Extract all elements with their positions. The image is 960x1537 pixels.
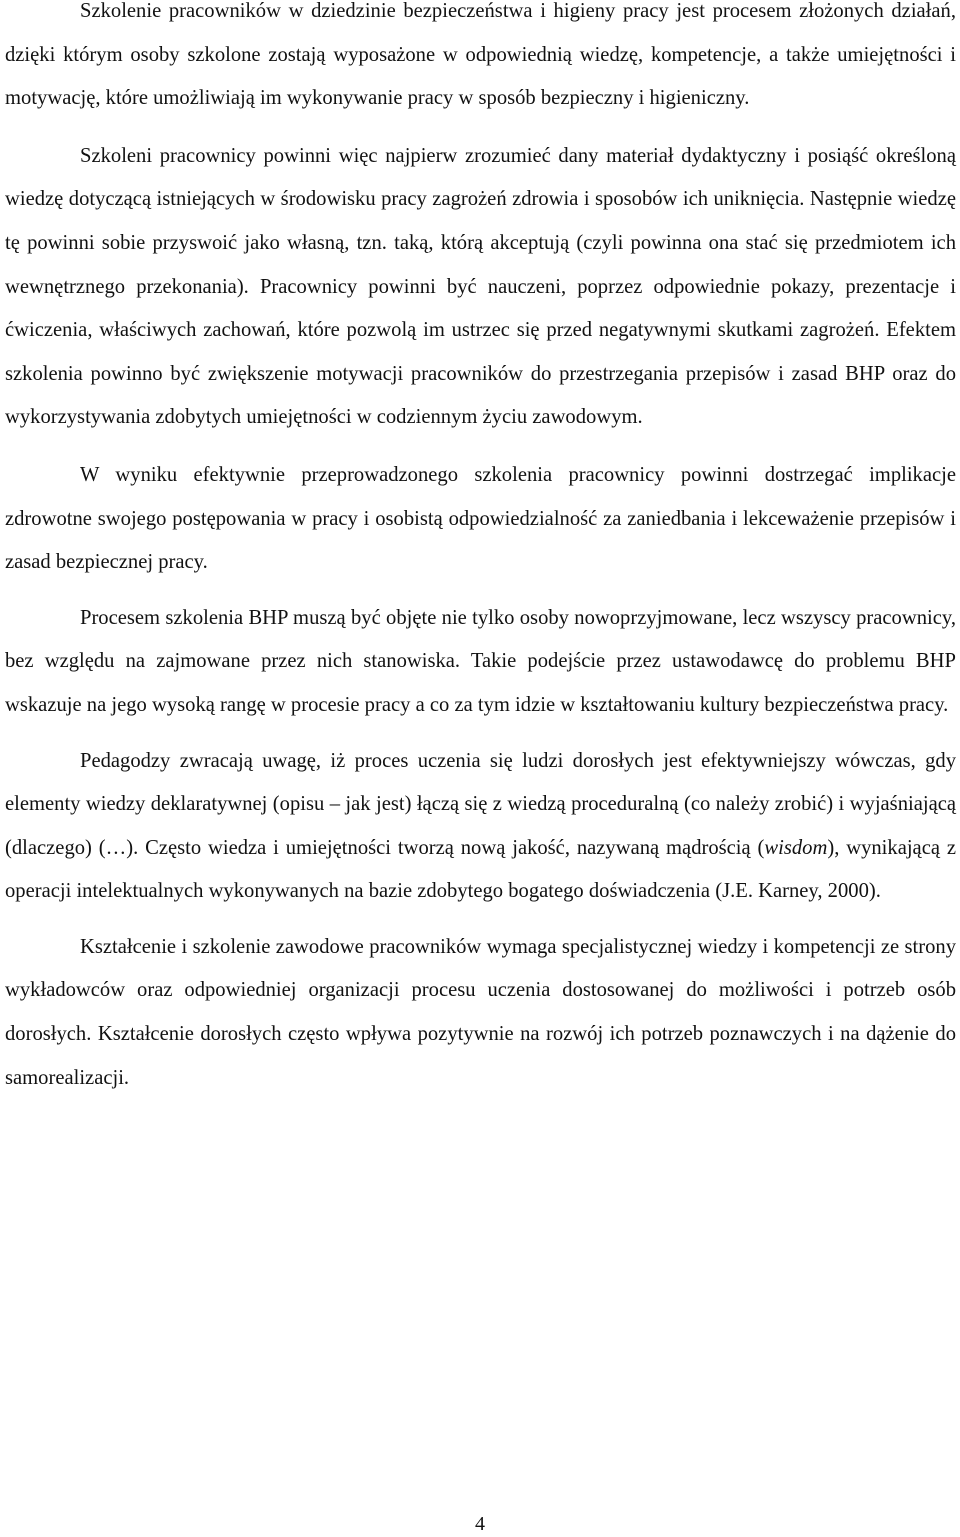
document-page bbox=[5, 0, 956, 1100]
paragraph-5-text-end: ), wynikającą z operacji intelektualnych wykonywanych na bazie zdobytego bogatego doświadczenia (J.E. Karney, 2000). bbox=[5, 836, 956, 903]
paragraph-5-text-start: Pedagodzy zwracają uwagę, iż proces uczenia się ludzi dorosłych jest efektywniejszy wówczas, gdy elementy wiedzy deklaratywnej (opisu – jak jest) łączą się z wiedzą proceduralną (co należy zrobić) i wyjaśniającą (dlaczego) (…). Często wiedza i umiejętności tworzą nową jakość, nazywaną mądrością ( bbox=[5, 749, 956, 859]
paragraph-5 bbox=[5, 740, 956, 914]
page-number: 4 bbox=[475, 1513, 485, 1535]
paragraph-5-emphasis: wisdom bbox=[764, 836, 828, 859]
paragraph-2: Szkoleni pracownicy powinni więc najpierw zrozumieć dany materiał dydaktyczny i posiąść określoną wiedzę dotyczącą istniejących w środowisku pracy zagrożeń zdrowia i sposobów ich uniknięcia. Następnie wiedzę tę powinni sobie przyswoić jako własną, tzn. taką, którą akceptują (czyli powinna ona stać się przedmiotem ich wewnętrznego przekonania). Pracownicy powinni być nauczeni, poprzez odpowiednie pokazy, prezentacje i ćwiczenia, właściwych zachowań, które pozwolą im ustrzec się przed negatywnymi skutkami zagrożeń. Efektem szkolenia powinno być zwiększenie motywacji pracowników do przestrzegania przepisów i zasad BHP oraz do wykorzystywania zdobytych umiejętności w codziennym życiu zawodowym. bbox=[5, 144, 956, 429]
paragraph-1: Szkolenie pracowników w dziedzinie bezpieczeństwa i higieny pracy jest procesem złożonych działań, dzięki którym osoby szkolone zostają wyposażone w odpowiednią wiedzę, kompetencje, a także umiejętności i motywację, które umożliwiają im wykonywanie pracy w sposób bezpieczny i higieniczny. bbox=[5, 0, 956, 110]
paragraph-4: Procesem szkolenia BHP muszą być objęte nie tylko osoby nowoprzyjmowane, lecz wszyscy pracownicy, bez względu na zajmowane przez nich stanowiska. Takie podejście przez ustawodawcę do problemu BHP wskazuje na jego wysoką rangę w procesie pracy a co za tym idzie w kształtowaniu kultury bezpieczeństwa pracy. bbox=[5, 606, 956, 716]
paragraph-6: Kształcenie i szkolenie zawodowe pracowników wymaga specjalistycznej wiedzy i kompetencji ze strony wykładowców oraz odpowiedniej organizacji procesu uczenia dostosowanej do możliwości i potrzeb osób dorosłych. Kształcenie dorosłych często wpływa pozytywnie na rozwój ich potrzeb poznawczych i na dążenie do samorealizacji. bbox=[5, 935, 956, 1089]
paragraph-3: W wyniku efektywnie przeprowadzonego szkolenia pracownicy powinni dostrzegać implikacje zdrowotne swojego postępowania w pracy i osobistą odpowiedzialność za zaniedbania i lekceważenie przepisów i zasad bezpiecznej pracy. bbox=[5, 463, 956, 574]
